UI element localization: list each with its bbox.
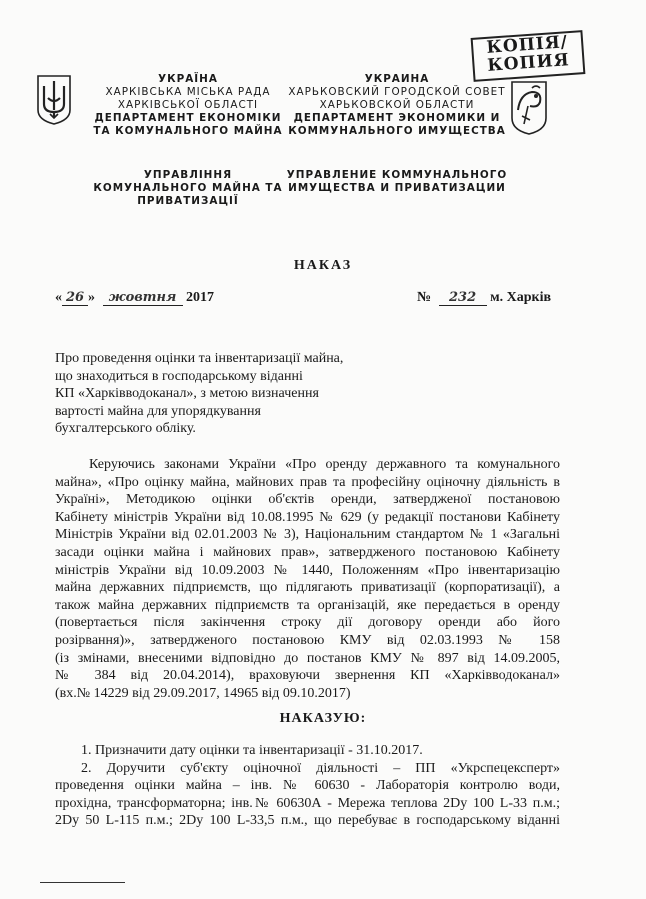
item-2-line: 2. Доручити суб'єкту оціночної діяльності – ПП «Укрспецексперт» bbox=[81, 760, 560, 776]
number-sign: № bbox=[417, 290, 432, 305]
header-right-sub-1: УПРАВЛЕНИЕ КОММУНАЛЬНОГО bbox=[286, 169, 508, 181]
header-right-sub bbox=[286, 169, 508, 195]
order-subject bbox=[55, 350, 385, 438]
date-quote-close: » bbox=[88, 290, 95, 305]
body-line: Кабінету міністрів України від 10.08.1995 № 629 (у редакції постанови Кабінету bbox=[55, 509, 560, 525]
header-left-dept-2: ТА КОМУНАЛЬНОГО МАЙНА bbox=[93, 125, 283, 137]
header-right-country: УКРАИНА bbox=[364, 73, 430, 85]
subject-line: що знаходиться в господарському віданні bbox=[55, 368, 303, 384]
body-line: (із змінами, внесеними відповідно до постанов КМУ № 897 від 14.09.2005, bbox=[55, 650, 560, 666]
subject-line: КП «Харківводоканал», з метою визначення bbox=[55, 386, 319, 401]
date-quote-open: « bbox=[55, 290, 62, 305]
body-line: засади оцінки майна і майнових прав», затвердженого постановою Кабінету bbox=[55, 544, 560, 560]
document-title: НАКАЗ bbox=[293, 258, 353, 273]
header-left-sub-3: ПРИВАТИЗАЦІЇ bbox=[137, 195, 239, 207]
stamp-line-2: КОПИЯ bbox=[486, 50, 571, 76]
header-right-region: ХАРЬКОВСКОЙ ОБЛАСТИ bbox=[319, 99, 475, 111]
header-right-sub-2: ИМУЩЕСТВА И ПРИВАТИЗАЦИИ bbox=[288, 182, 506, 194]
header-right bbox=[286, 73, 508, 138]
order-items bbox=[55, 742, 560, 830]
body-line: майна», «Про оцінку майна, майнових прав та професійну оціночну діяльність в bbox=[55, 474, 560, 490]
body-line: (вх.№ 14229 від 29.09.2017, 14965 від 09.10.2017) bbox=[55, 685, 351, 701]
item-2-line: прохідна, трансформаторна; інв.№ 60630А - Мережа теплова 2Dy 100 L-33 п.м.; bbox=[55, 795, 560, 811]
header-left-sub-1: УПРАВЛІННЯ bbox=[143, 169, 233, 181]
preamble-paragraph bbox=[55, 456, 560, 702]
body-line: розірвання)», затвердженого постановою КМУ від 02.03.1993 № 158 bbox=[55, 632, 560, 648]
body-line: Україні», Методикою оцінки об'єктів оренди, затвердженої постановою bbox=[55, 492, 560, 508]
number-value: 232 bbox=[439, 290, 487, 306]
header-left bbox=[88, 73, 288, 138]
item-2-line: проведення оцінки майна – інв. № 60630 - Лабораторія контролю води, bbox=[55, 778, 560, 794]
coat-of-arms-icon bbox=[36, 74, 72, 126]
header-left-country: УКРАЇНА bbox=[158, 73, 218, 85]
subject-line: вартості майна для упорядкування bbox=[55, 403, 261, 419]
order-date bbox=[55, 290, 214, 306]
header-right-dept-1: ДЕПАРТАМЕНТ ЭКОНОМИКИ И bbox=[293, 112, 501, 124]
city-emblem-icon bbox=[510, 80, 548, 136]
header-left-region: ХАРКІВСЬКОЇ ОБЛАСТІ bbox=[117, 99, 259, 111]
body-line: (повертається після закінчення строку дії договору оренди або його bbox=[55, 615, 560, 631]
item-1: 1. Призначити дату оцінки та інвентаризації - 31.10.2017. bbox=[81, 743, 423, 758]
city: м. Харків bbox=[490, 290, 552, 305]
body-line: № 384 від 20.04.2014), враховуючи звернення КП «Харківводоканал» bbox=[55, 668, 560, 684]
body-line: також майна державних підприємств та організацій, яке передається в оренду bbox=[55, 597, 560, 613]
date-year: 2017 bbox=[186, 290, 214, 305]
date-day: 26 bbox=[62, 290, 88, 306]
body-line: Керуючись законами України «Про оренду державного та комунального bbox=[89, 457, 560, 472]
order-heading: НАКАЗУЮ: bbox=[279, 711, 367, 726]
header-left-sub bbox=[88, 169, 288, 208]
order-number bbox=[417, 290, 551, 306]
body-line: Міністрів України від 02.01.2003 № 3), Національним стандартом № 1 «Загальні bbox=[55, 527, 560, 543]
header-left-council: ХАРКІВСЬКА МІСЬКА РАДА bbox=[105, 86, 271, 98]
body-line: міністрів України від 10.09.2003 № 1440, Положенням «Про інвентаризацію bbox=[55, 562, 560, 578]
stamp-line-1: КОПІЯ/ bbox=[485, 32, 569, 58]
header-left-dept-1: ДЕПАРТАМЕНТ ЕКОНОМІКИ bbox=[94, 112, 282, 124]
subject-line: бухгалтерського обліку. bbox=[55, 421, 196, 436]
header-left-sub-2: КОМУНАЛЬНОГО МАЙНА ТА bbox=[93, 182, 283, 194]
header-right-dept-2: КОММУНАЛЬНОГО ИМУЩЕСТВА bbox=[288, 125, 506, 137]
body-line: майна державних підприємств, що підлягають приватизації (корпоратизації), а bbox=[55, 580, 560, 596]
subject-line: Про проведення оцінки та інвентаризації майна, bbox=[55, 351, 344, 366]
header-right-council: ХАРЬКОВСКИЙ ГОРОДСКОЙ СОВЕТ bbox=[288, 86, 506, 98]
footer-rule bbox=[40, 882, 125, 883]
item-2-line: 2Dy 50 L-115 п.м.; 2Dy 100 L-33,5 п.м., що перебуває в господарському віданні bbox=[55, 813, 560, 829]
date-month: жовтня bbox=[103, 290, 183, 306]
